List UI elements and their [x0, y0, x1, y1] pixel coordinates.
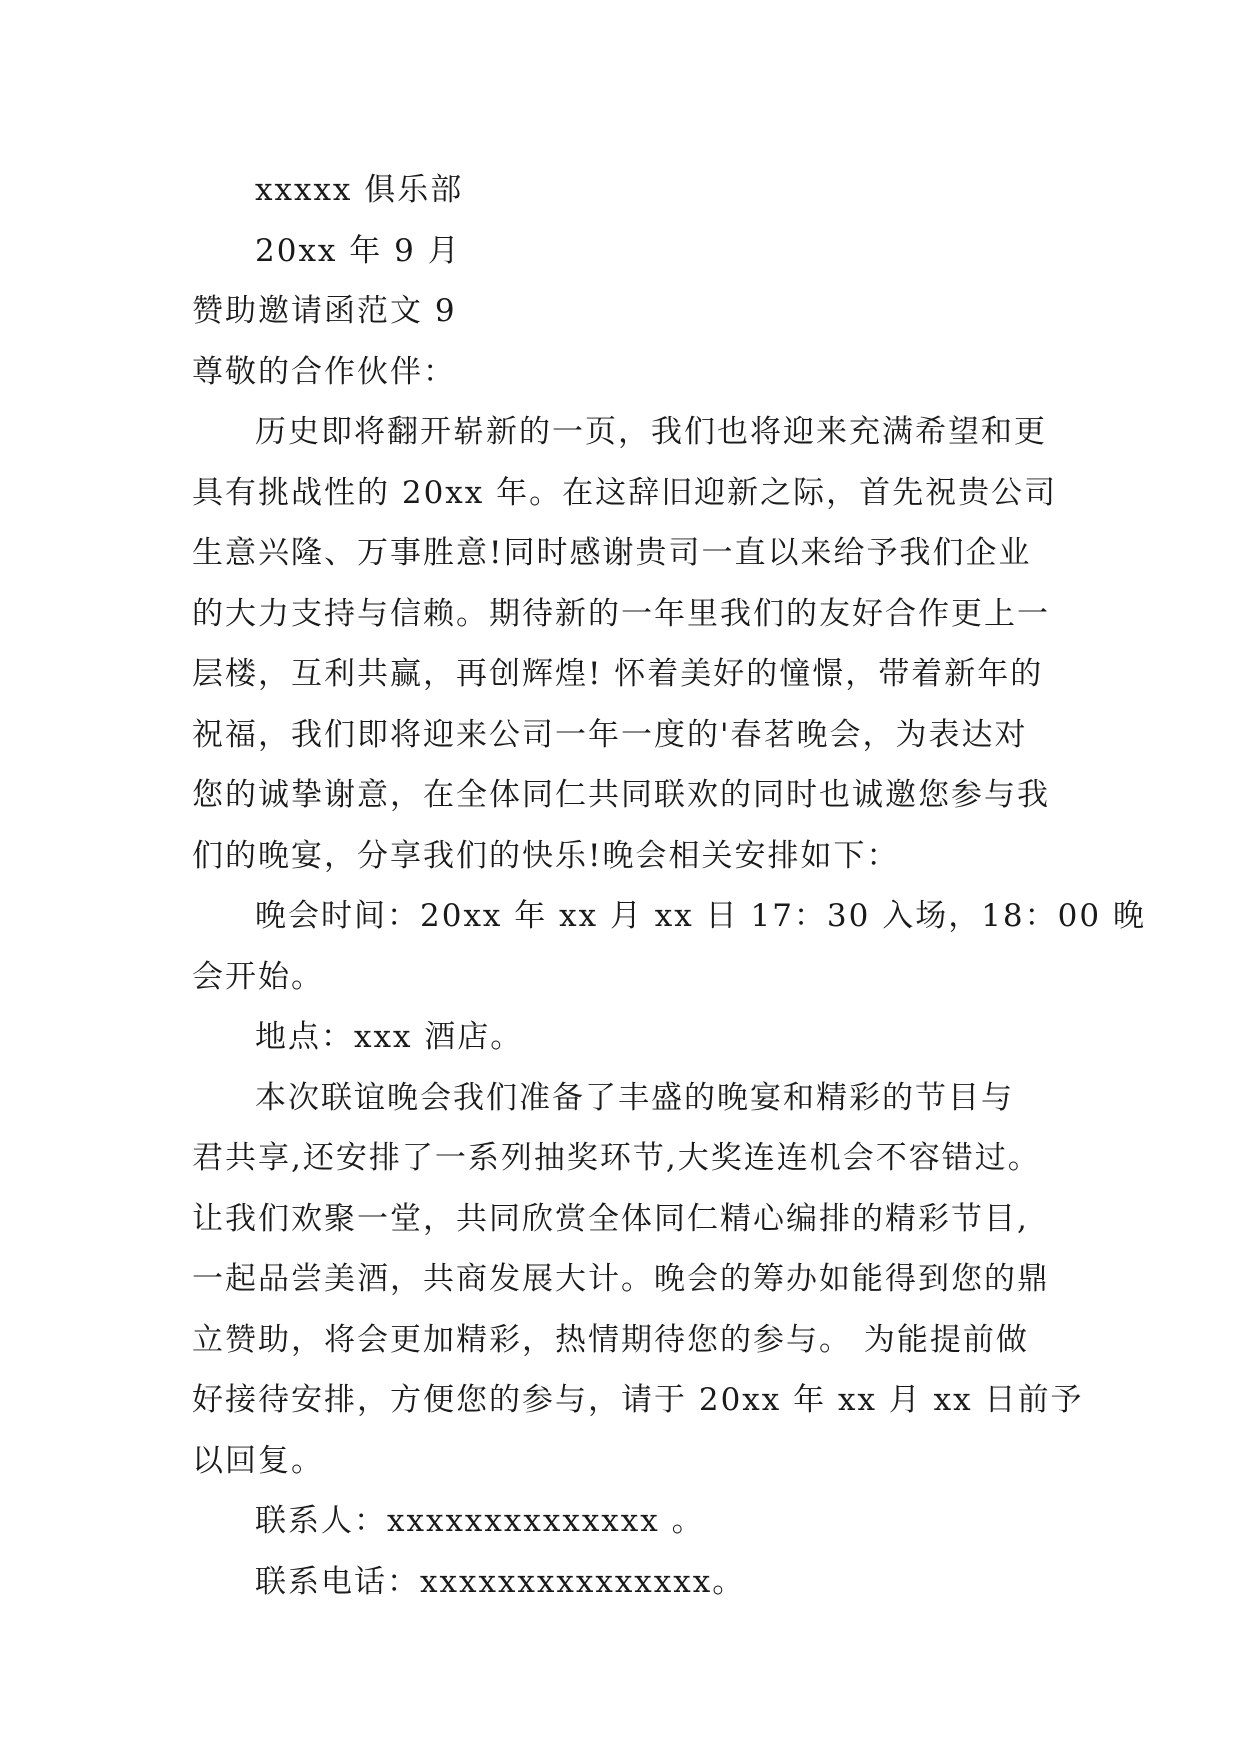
paragraph-time	[192, 886, 1146, 1007]
club-name: xxxxx 俱乐部	[255, 172, 464, 208]
paragraph-line: 具有挑战性的 20xx 年。在这辞旧迎新之际，首先祝贵公司	[192, 474, 1058, 511]
paragraph-line: 本次联谊晚会我们准备了丰盛的晚宴和精彩的节目与	[255, 1079, 1014, 1116]
paragraph-line: 以回复。	[192, 1442, 324, 1479]
contact-person: 联系人：xxxxxxxxxxxxxx 。	[255, 1503, 705, 1539]
paragraph-line: 晚会时间：20xx 年 xx 月 xx 日 17：30 入场，18：00 晚	[255, 898, 1146, 934]
paragraph-line: 们的晚宴，分享我们的快乐!晚会相关安排如下：	[192, 837, 900, 874]
section-heading: 赞助邀请函范文 9	[192, 293, 457, 329]
paragraph-line: 的大力支持与信赖。期待新的一年里我们的友好合作更上一	[192, 595, 1050, 632]
contact-phone: 联系电话：xxxxxxxxxxxxxxx。	[255, 1563, 746, 1600]
paragraph-intro	[192, 402, 1058, 886]
letter-date: 20xx 年 9 月	[255, 232, 461, 269]
paragraph-line: 层楼，互利共赢，再创辉煌! 怀着美好的憧憬，带着新年的	[192, 656, 1044, 692]
paragraph-line: 一起品尝美酒，共商发展大计。晚会的筹办如能得到您的鼎	[192, 1261, 1050, 1297]
salutation: 尊敬的合作伙伴：	[192, 353, 456, 390]
paragraph-line: 会开始。	[192, 958, 324, 995]
paragraph-line: 您的诚挚谢意，在全体同仁共同联欢的同时也诚邀您参与我	[192, 777, 1050, 813]
paragraph-line: 历史即将翻开崭新的一页，我们也将迎来充满希望和更	[255, 414, 1047, 450]
paragraph-line: 好接待安排，方便您的参与，请于 20xx 年 xx 月 xx 日前予	[192, 1382, 1084, 1418]
document-page	[192, 160, 1146, 1612]
paragraph-line: 生意兴隆、万事胜意!同时感谢贵司一直以来给予我们企业	[192, 535, 1032, 571]
paragraph-details	[192, 1068, 1084, 1492]
paragraph-line: 君共享,还安排了一系列抽奖环节,大奖连连机会不容错过。	[192, 1140, 1041, 1176]
location-line: 地点：xxx 酒店。	[255, 1019, 524, 1055]
paragraph-line: 祝福，我们即将迎来公司一年一度的'春茗晚会，为表达对	[192, 716, 1028, 753]
paragraph-line: 让我们欢聚一堂，共同欣赏全体同仁精心编排的精彩节目,	[192, 1200, 1029, 1237]
paragraph-line: 立赞助，将会更加精彩，热情期待您的参与。 为能提前做	[192, 1321, 1029, 1358]
